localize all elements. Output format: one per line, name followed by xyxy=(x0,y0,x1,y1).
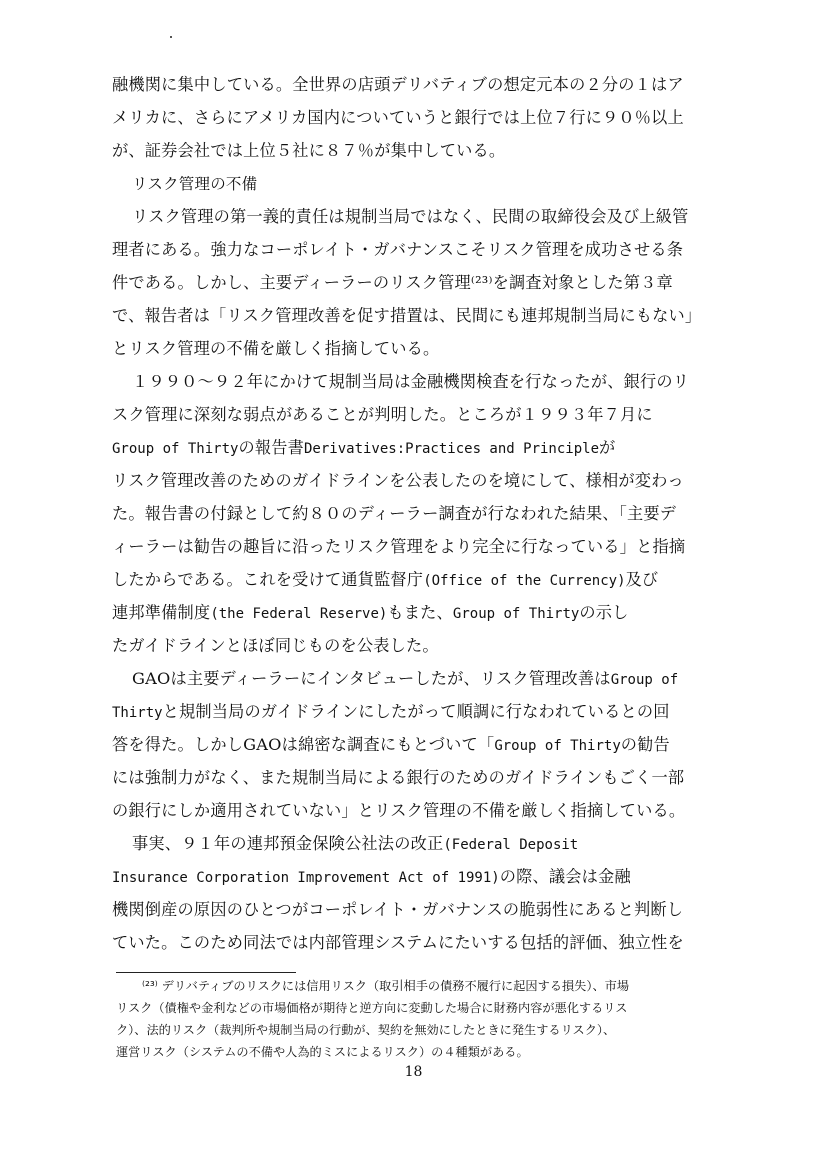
latin-term: Group of Thirty xyxy=(452,606,580,622)
latin-term: (Office of the Currency) xyxy=(423,573,626,589)
text-line: の銀行にしか適用されていない」とリスク管理の不備を厳しく指摘している。 xyxy=(112,801,686,820)
footnote-line: 運営リスク（システムの不備や人為的ミスによるリスク）の４種類がある。 xyxy=(116,1045,529,1059)
text-span: GAO xyxy=(243,735,282,754)
text-line: 融機関に集中している。全世界の店頭デリバティブの想定元本の２分の１はア xyxy=(112,75,684,94)
text-line: た。報告書の付録として約８０のディーラー調査が行なわれた結果、「主要デ xyxy=(112,504,677,523)
text-line: 件である。しかし、主要ディーラーのリスク管理⁽²³⁾を調査対象とした第３章 xyxy=(112,273,673,292)
text-span: 答を得た。しかし xyxy=(112,735,244,754)
text-line xyxy=(112,864,702,890)
latin-term: Insurance Corporation Improvement Act of 1991) xyxy=(112,870,500,886)
page-number: 18 xyxy=(404,1064,423,1080)
latin-term: Group of xyxy=(610,672,679,688)
text-line xyxy=(112,666,702,692)
text-line xyxy=(112,732,702,758)
scan-speck xyxy=(170,36,172,38)
section-heading: リスク管理の不備 xyxy=(132,175,258,193)
text-span: は綿密な調査にもとづいて「 xyxy=(281,735,495,754)
text-line: が、証券会社では上位５社に８７％が集中している。 xyxy=(112,141,506,160)
text-line: ていた。このため同法では内部管理システムにたいする包括的評価、独立性を xyxy=(112,933,684,952)
text-line xyxy=(112,699,702,725)
text-line xyxy=(112,567,702,593)
text-line xyxy=(112,600,702,626)
text-line: 機関倒産の原因のひとつがコーポレイト・ガバナンスの脆弱性にあると判断し xyxy=(112,900,684,919)
text-span: したからである。これを受けて通貨監督庁 xyxy=(112,570,424,589)
text-span: の報告書 xyxy=(238,438,304,457)
text-span: の示し xyxy=(579,603,629,622)
text-line: リスク管理の第一義的責任は規制当局ではなく、民間の取締役会及び上級管 xyxy=(132,207,689,226)
text-span: もまた、 xyxy=(387,603,453,622)
latin-term: (Federal Deposit xyxy=(443,837,579,853)
text-line: 理者にある。強力なコーポレイト・ガバナンスこそリスク管理を成功させる条 xyxy=(112,240,684,259)
text-span: 連邦準備制度 xyxy=(112,603,211,622)
text-span: と規制当局のガイドラインにしたがって順調に行なわれているとの回 xyxy=(162,702,670,721)
text-span: が xyxy=(599,438,616,457)
text-line xyxy=(112,831,702,857)
latin-term: Thirty xyxy=(112,705,163,721)
text-line: には強制力がなく、また規制当局による銀行のためのガイドラインもごく一部 xyxy=(112,768,685,787)
footnote-divider xyxy=(116,972,296,973)
latin-term: Group of Thirty xyxy=(112,441,239,457)
latin-term: Derivatives:Practices and Principle xyxy=(304,441,600,457)
text-span: の勧告 xyxy=(620,735,670,754)
text-line: で、報告者は「リスク管理改善を促す措置は、民間にも連邦規制当局にもない」 xyxy=(112,306,702,325)
text-line: スク管理に深刻な弱点があることが判明した。ところが１９９３年７月に xyxy=(112,405,653,424)
text-span: GAO xyxy=(132,669,171,688)
footnote-line: ク）、法的リスク（裁判所や規制当局の行動が、契約を無効にしたときに発生するリスク）、 xyxy=(116,1023,616,1037)
latin-term: Group of Thirty xyxy=(494,738,621,754)
footnote-line: リスク（債権や金利などの市場価格が期待と逆方向に変動した場合に財務内容が悪化するリス xyxy=(116,1001,628,1015)
text-span: 及び xyxy=(625,570,659,589)
text-line: リスク管理改善のためのガイドラインを公表したのを境にして、様相が変わっ xyxy=(112,471,684,490)
text-span: の際、議会は金融 xyxy=(499,867,631,886)
text-line xyxy=(112,435,702,461)
text-line: １９９０～９２年にかけて規制当局は金融機関検査を行なったが、銀行のリ xyxy=(132,372,690,391)
text-line: とリスク管理の不備を厳しく指摘している。 xyxy=(112,339,440,358)
text-line: メリカに、さらにアメリカ国内についていうと銀行では上位７行に９０％以上 xyxy=(112,108,684,127)
text-span: は主要ディーラーにインタビューしたが、リスク管理改善は xyxy=(170,669,611,688)
text-line: たガイドラインとほぼ同じものを公表した。 xyxy=(112,636,439,655)
footnote-line: ⁽²³⁾ デリバティブのリスクには信用リスク（取引相手の債務不履行に起因する損失）、市場 xyxy=(142,979,630,993)
text-span: 事実、９１年の連邦預金保険公社法の改正 xyxy=(132,834,444,853)
latin-term: (the Federal Reserve) xyxy=(210,606,388,622)
text-line: ィーラーは勧告の趣旨に沿ったリスク管理をより完全に行なっている」と指摘 xyxy=(112,537,686,556)
